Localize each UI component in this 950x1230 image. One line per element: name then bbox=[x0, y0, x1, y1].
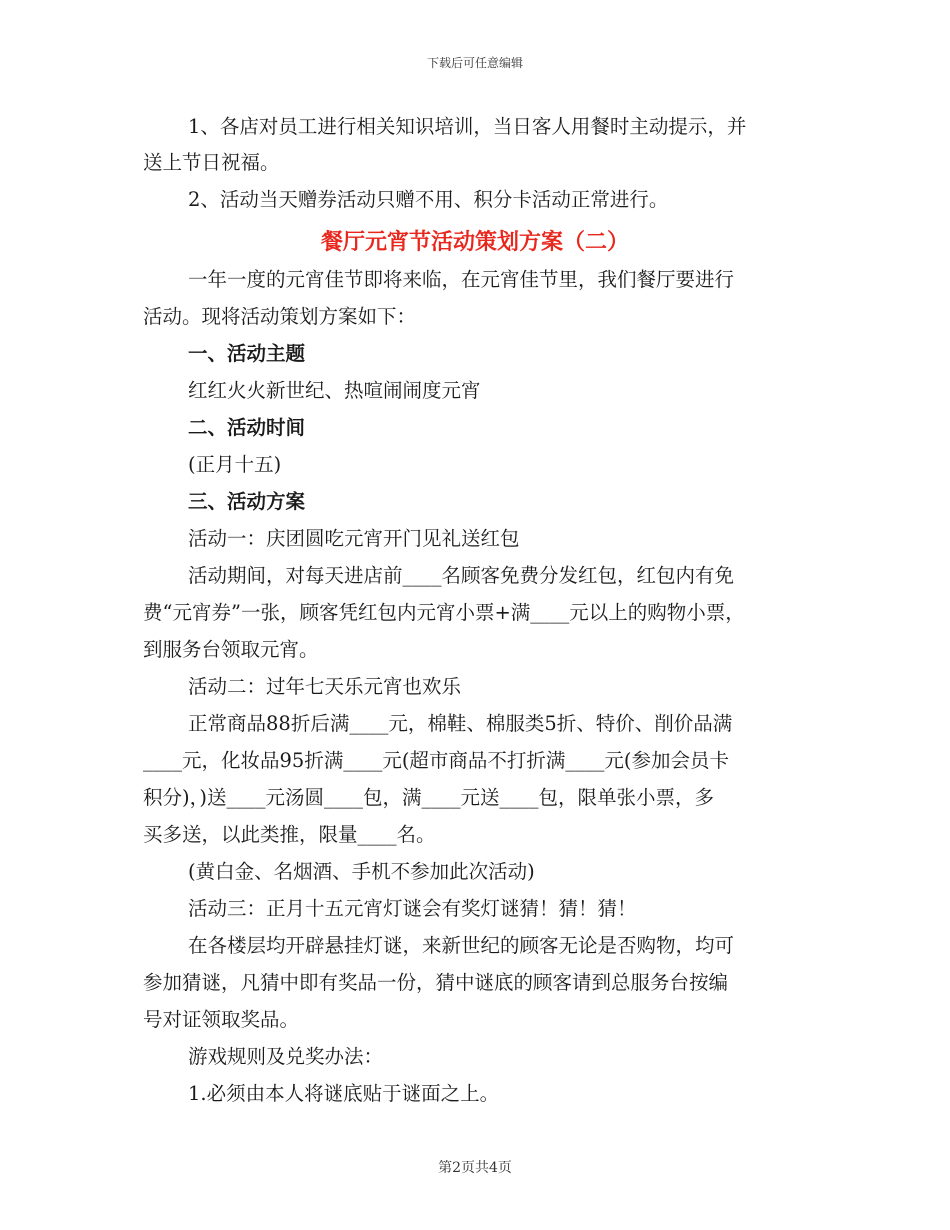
paragraph-line: 到服务台领取元宵。 bbox=[143, 638, 319, 661]
paragraph-line: 活动期间，对每天进店前____名顾客免费分发红包，红包内有免 bbox=[188, 564, 735, 587]
page-footer: 第2页共4页 bbox=[438, 1160, 512, 1176]
page-header: 下载后可任意编辑 bbox=[426, 56, 523, 70]
paragraph-line: 正常商品88折后满____元，棉鞋、棉服类5折、特价、削价品满 bbox=[188, 712, 733, 735]
paragraph-line: 积分)，)送____元汤圆____包，满____元送____包，限单张小票，多 bbox=[143, 786, 714, 809]
paragraph-line: (正月十五) bbox=[188, 453, 282, 476]
paragraph-line: 在各楼层均开辟悬挂灯谜，来新世纪的顾客无论是否购物，均可 bbox=[188, 934, 735, 957]
paragraph-line: 活动。现将活动策划方案如下： bbox=[143, 305, 417, 328]
paragraph-line: ____元，化妆品95折满____元(超市商品不打折满____元(参加会员卡 bbox=[143, 749, 730, 772]
paragraph-line: 活动一：庆团圆吃元宵开门见礼送红包 bbox=[188, 527, 520, 550]
paragraph-line: 号对证领取奖品。 bbox=[143, 1008, 300, 1031]
paragraph-line: 游戏规则及兑奖办法： bbox=[188, 1045, 384, 1068]
heading-activity-plan: 三、活动方案 bbox=[188, 490, 306, 513]
section-title: 餐厅元宵节活动策划方案（二） bbox=[320, 229, 629, 255]
paragraph-line: 费“元宵券”一张，顾客凭红包内元宵小票+满____元以上的购物小票， bbox=[143, 601, 745, 624]
paragraph-line: 参加猜谜，凡猜中即有奖品一份，猜中谜底的顾客请到总服务台按编 bbox=[143, 971, 729, 994]
paragraph-line: 红红火火新世纪、热喧闹闹度元宵 bbox=[188, 379, 481, 402]
paragraph-line: 活动三：正月十五元宵灯谜会有奖灯谜猜！猜！猜！ bbox=[188, 897, 637, 920]
heading-activity-theme: 一、活动主题 bbox=[188, 342, 306, 365]
paragraph-line: 买多送，以此类推，限量____名。 bbox=[143, 823, 436, 846]
heading-activity-time: 二、活动时间 bbox=[188, 416, 306, 439]
paragraph-line: 一年一度的元宵佳节即将来临，在元宵佳节里，我们餐厅要进行 bbox=[188, 268, 735, 291]
paragraph-line: 送上节日祝福。 bbox=[143, 151, 280, 174]
paragraph-line: 活动二：过年七天乐元宵也欢乐 bbox=[188, 675, 462, 698]
paragraph-line: (黄白金、名烟酒、手机不参加此次活动) bbox=[188, 860, 535, 883]
paragraph-line: 1.必须由本人将谜底贴于谜面之上。 bbox=[188, 1082, 500, 1105]
paragraph-line: 2、活动当天赠券活动只赠不用、积分卡活动正常进行。 bbox=[188, 188, 669, 211]
paragraph-line: 1、各店对员工进行相关知识培训，当日客人用餐时主动提示，并 bbox=[188, 115, 747, 138]
